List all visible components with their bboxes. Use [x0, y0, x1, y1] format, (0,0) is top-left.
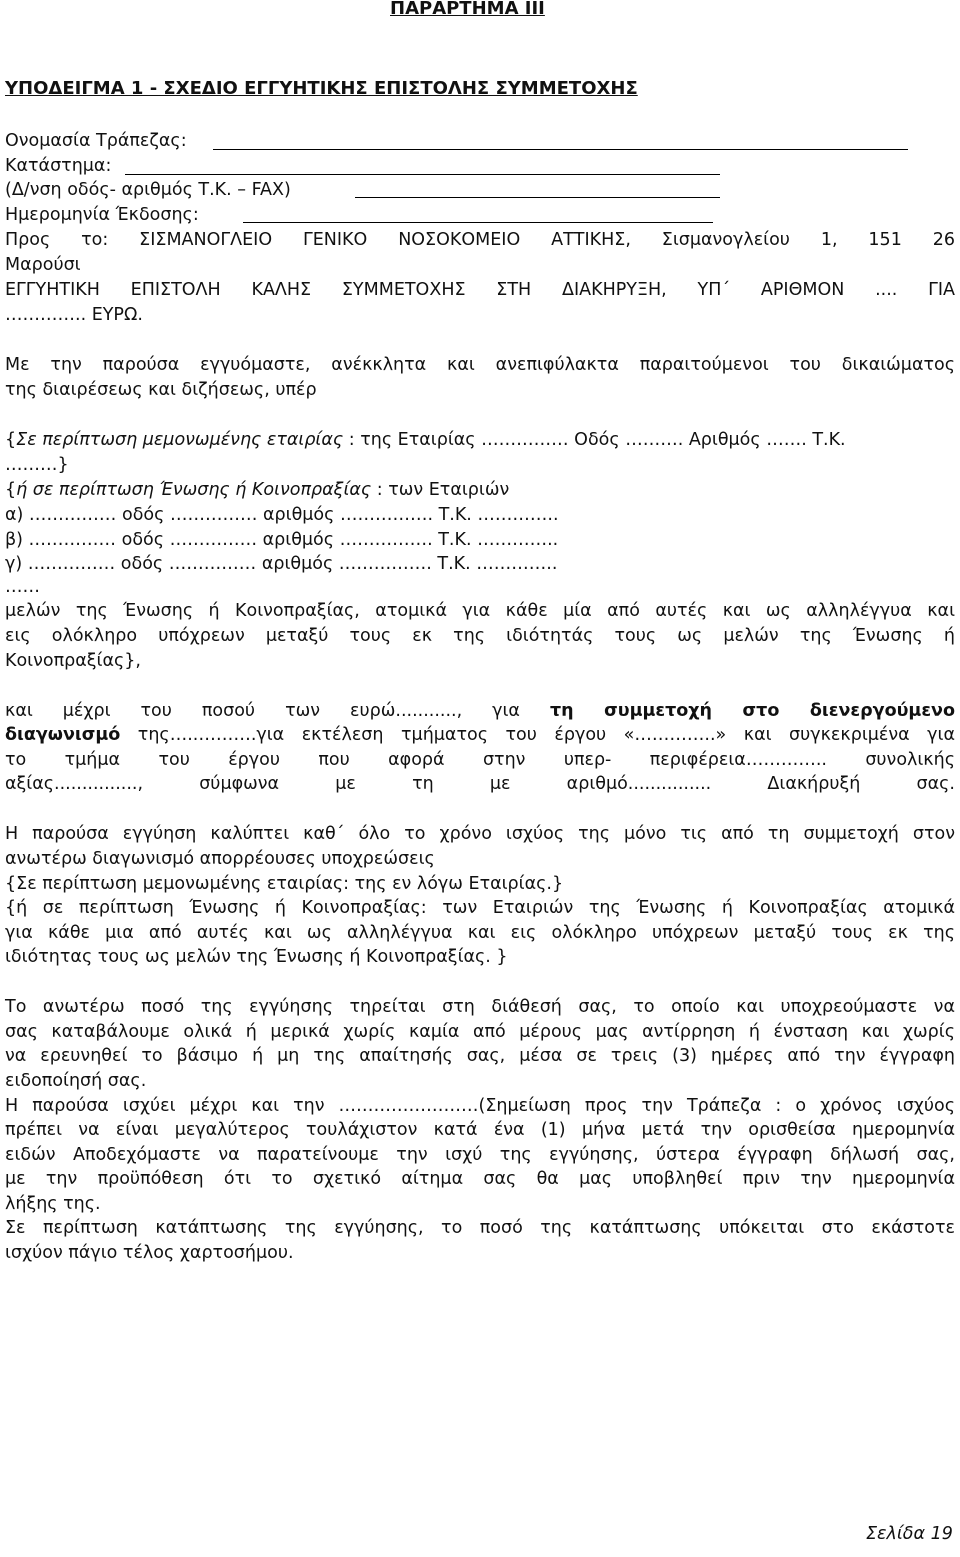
issue-date-blank — [243, 222, 713, 223]
terms-p1-line-2: σας καταβάλουμε ολικά ή μερικά χωρίς καμία από μέρους μας αντίρρηση ή ένσταση και χωρίς — [5, 1022, 955, 1042]
terms-p2-line-4: με την προϋπόθεση ότι το σχετικό αίτημα σας θα μας υποβληθεί πριν την ημερομηνία — [5, 1169, 955, 1189]
amount-line-3: το τμήμα του έργου που αφορά στην υπερ- περιφέρεια………….. συνολικής — [5, 750, 955, 770]
coverage-line-1: Η παρούσα εγγύηση καλύπτει καθ΄ όλο το χρόνο ισχύος της μόνο τις από τη συμμετοχή στον — [5, 824, 955, 844]
bank-name-label: Ονομασία Τράπεζας: — [5, 131, 187, 151]
branch-blank — [125, 174, 720, 175]
address-blank — [355, 197, 720, 198]
members-line-1: μελών της Ένωσης ή Κοινοπραξίας, ατομικά για κάθε μία από αυτές και ως αλληλέγγυα και — [5, 601, 955, 621]
members-line-2: εις ολόκληρο υπόχρεων μεταξύ τους εκ της ιδιότητάς τους ως μελών της Ένωσης ή — [5, 626, 955, 646]
amount-line-4: αξίας..............., σύμφωνα με τη με αριθμό............... Διακήρυξή σας. — [5, 774, 955, 794]
member-ellipsis: …… — [5, 577, 40, 597]
coverage-line-2: ανωτέρω διαγωνισμό απορρέουσες υποχρεώσεις — [5, 849, 435, 869]
amount-line-2: διαγωνισμό της…..……….για εκτέλεση τμήματος του έργου «…………..» και συγκεκριμένα για — [5, 725, 955, 745]
subject-amount: ………….. ΕΥΡΩ. — [5, 305, 143, 325]
branch-label: Κατάστημα: — [5, 156, 112, 176]
terms-p2-line-1: Η παρούσα ισχύει μέχρι και την ……………………(Σημείωση προς την Τράπεζα : ο χρόνος ισχύος — [5, 1096, 955, 1116]
coverage-line-4: {ή σε περίπτωση Ένωσης ή Κοινοπραξίας: των Εταιριών της Ένωσης ή Κοινοπραξίας ατομικά — [5, 898, 955, 918]
issue-date-label: Ημερομηνία Έκδοσης: — [5, 205, 199, 225]
page-number: Σελίδα 19 — [866, 1524, 953, 1544]
intro-line-2: της διαιρέσεως και διζήσεως, υπέρ — [5, 380, 317, 400]
subject-line: ΕΓΓΥΗΤΙΚΗ ΕΠΙΣΤΟΛΗ ΚΑΛΗΣ ΣΥΜΜΕΤΟΧΗΣ ΣΤΗ ΔΙΑΚΗΡΥΞΗ, ΥΠ΄ ΑΡΙΘΜΟΝ .... ΓΙΑ — [5, 280, 955, 300]
annex-heading: ΠΑΡΑΡΤΗΜΑ ΙΙΙ — [390, 0, 545, 19]
recipient-line: Προς το: ΣΙΣΜΑΝΟΓΛΕΙΟ ΓΕΝΙΚΟ ΝΟΣΟΚΟΜΕΙΟ ΑΤΤΙΚΗΣ, Σισμανογλείου 1, 151 26 — [5, 230, 955, 250]
single-company-line: {Σε περίπτωση μεμονωμένης εταιρίας : της Εταιρίας …………… Οδός ………. Αριθμός ……. Τ.Κ. — [5, 430, 846, 450]
document-title: ΥΠΟΔΕΙΓΜΑ 1 - ΣΧΕΔΙΟ ΕΓΓΥΗΤΙΚΗΣ ΕΠΙΣΤΟΛΗΣ ΣΥΜΜΕΤΟΧΗΣ — [5, 78, 638, 99]
members-line-3: Κοινοπραξίας}, — [5, 651, 141, 671]
terms-p2-line-3: ειδών Αποδεχόμαστε να παρατείνουμε την ισχύ της εγγύησης, ύστερα έγγραφη δήλωσή σας, — [5, 1145, 955, 1165]
terms-p2-line-2: πρέπει να είναι μεγαλύτερος τουλάχιστον κατά ένα (1) μήνα μετά την ορισθείσα ημερομηνία — [5, 1120, 955, 1140]
member-a: α) …………… οδός …………… αριθμός ……………. Τ.Κ. ………….. — [5, 505, 559, 525]
terms-p3-line-2: ισχύον πάγιο τέλος χαρτοσήμου. — [5, 1243, 294, 1263]
terms-p1-line-4: ειδοποίησή σας. — [5, 1071, 147, 1091]
recipient-city: Μαρούσι — [5, 255, 81, 275]
terms-p3-line-1: Σε περίπτωση κατάπτωσης της εγγύησης, το ποσό της κατάπτωσης υπόκειται στο εκάστοτε — [5, 1218, 955, 1238]
joint-venture-line: {ή σε περίπτωση Ένωσης ή Κοινοπραξίας : των Εταιριών — [5, 480, 510, 500]
terms-p2-line-5: λήξης της. — [5, 1194, 101, 1214]
intro-line-1: Με την παρούσα εγγυόμαστε, ανέκκλητα και ανεπιφύλακτα παραιτούμενοι του δικαιώματος — [5, 355, 955, 375]
member-c: γ) …………… οδός …………… αριθμός ……………. Τ.Κ. ………….. — [5, 554, 558, 574]
terms-p1-line-1: Το ανωτέρω ποσό της εγγύησης τηρείται στη διάθεσή σας, το οποίο και υποχρεούμαστε να — [5, 997, 955, 1017]
coverage-line-6: ιδιότητας τους ως μελών της Ένωσης ή Κοινοπραξίας. } — [5, 947, 508, 967]
bank-name-blank — [213, 149, 908, 150]
coverage-line-5: για κάθε μια από αυτές και ως αλληλέγγυα και εις ολόκληρο υπόχρεων μεταξύ τους εκ της — [5, 923, 955, 943]
single-company-close: ………} — [5, 455, 69, 475]
member-b: β) …………… οδός …………… αριθμός ……………. Τ.Κ. ………….. — [5, 530, 559, 550]
coverage-line-3: {Σε περίπτωση μεμονωμένης εταιρίας: της εν λόγω Εταιρίας.} — [5, 874, 564, 894]
address-label: (Δ/νση οδός- αριθμός Τ.Κ. – FAX) — [5, 180, 291, 200]
terms-p1-line-3: να ερευνηθεί το βάσιμο ή μη της απαίτησής σας, μέσα σε τρεις (3) ημέρες από την έγγραφη — [5, 1046, 955, 1066]
amount-line-1: και μέχρι του ποσού των ευρώ..........., για τη συμμετοχή στο διενεργούμενο — [5, 701, 955, 721]
